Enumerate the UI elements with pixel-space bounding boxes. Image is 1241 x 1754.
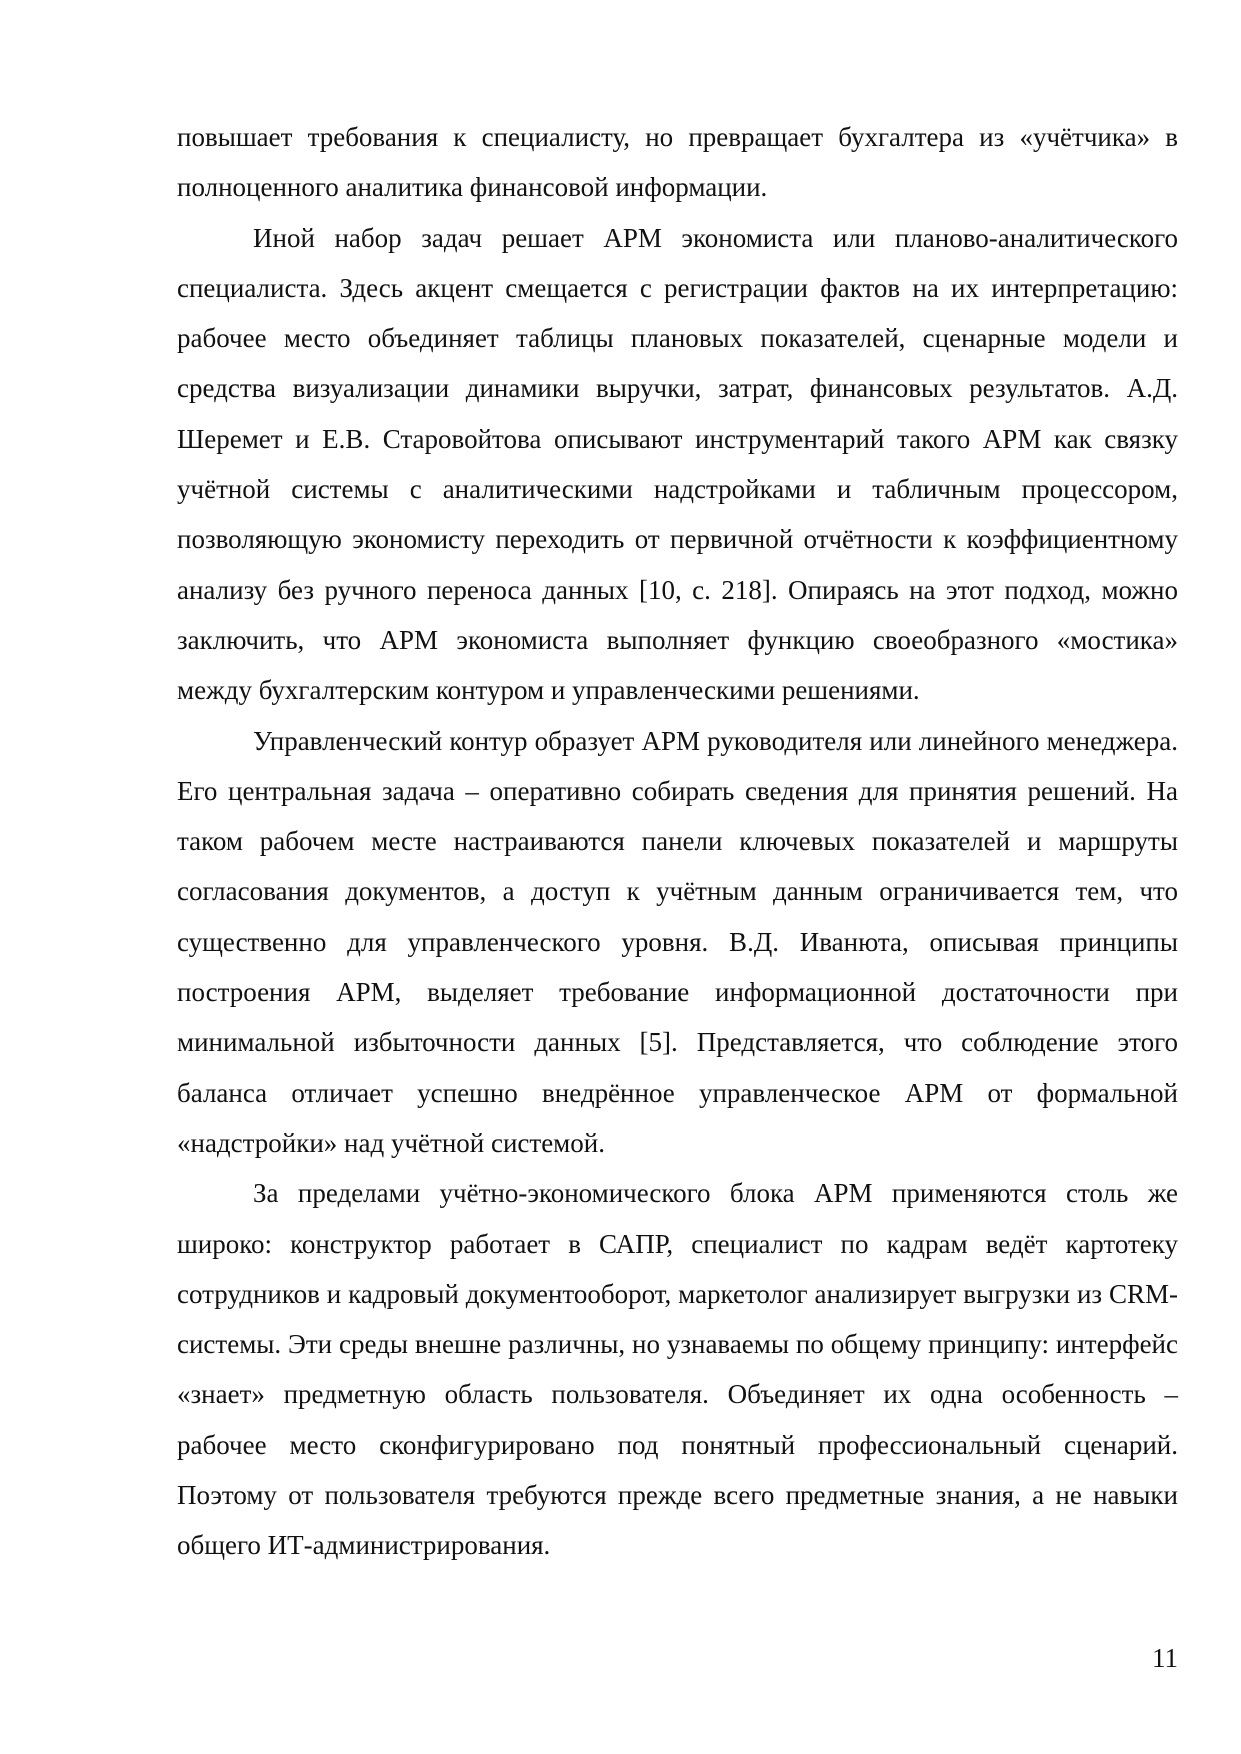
paragraph-economist-workstation: Иной набор задач решает АРМ экономиста или планово-аналитического специалиста. Здесь акцент смещается с регистрации фактов на их интерпретацию: рабочее место объединяет таблицы плановых показателей, сценарные модели и средства визуализации динамики выручки, затрат, финансовых результатов. А.Д. Шеремет и Е.В. Старовойтова описывают инструментарий такого АРМ как связку учётной системы с аналитическими надстройками и табличным процессором, позволяющую экономисту переходить от первичной отчётности к коэффициентному анализу без ручного переноса данных [10, с. 218]. Опираясь на этот подход, можно заключить, что АРМ экономиста выполняет функцию своеобразного «мостика» между бухгалтерским контуром и управленческими решениями. xyxy=(177,222,1178,706)
paragraph-continued: повышает требования к специалисту, но превращает бухгалтера из «учётчика» в полноценного аналитика финансовой информации. xyxy=(177,122,1178,203)
body-text xyxy=(177,112,1178,1571)
paragraph-other-workstations: За пределами учётно-экономического блока АРМ применяются столь же широко: конструктор работает в САПР, специалист по кадрам ведёт картотеку сотрудников и кадровый документооборот, маркетолог анализирует выгрузки из CRM-системы. Эти среды внешне различны, но узнаваемы по общему принципу: интерфейс «знает» предметную область пользователя. Объединяет их одна особенность – рабочее место сконфигурировано под понятный профессиональный сценарий. Поэтому от пользователя требуются прежде всего предметные знания, а не навыки общего ИТ-администрирования. xyxy=(177,1178,1178,1561)
page-number: 11 xyxy=(1152,1643,1178,1673)
paragraph-manager-workstation: Управленческий контур образует АРМ руководителя или линейного менеджера. Его центральная задача – оперативно собирать сведения для принятия решений. На таком рабочем месте настраиваются панели ключевых показателей и маршруты согласования документов, а доступ к учётным данным ограничивается тем, что существенно для управленческого уровня. В.Д. Иванюта, описывая принципы построения АРМ, выделяет требование информационной достаточности при минимальной избыточности данных [5]. Представляется, что соблюдение этого баланса отличает успешно внедрённое управленческое АРМ от формальной «надстройки» над учётной системой. xyxy=(177,725,1178,1158)
